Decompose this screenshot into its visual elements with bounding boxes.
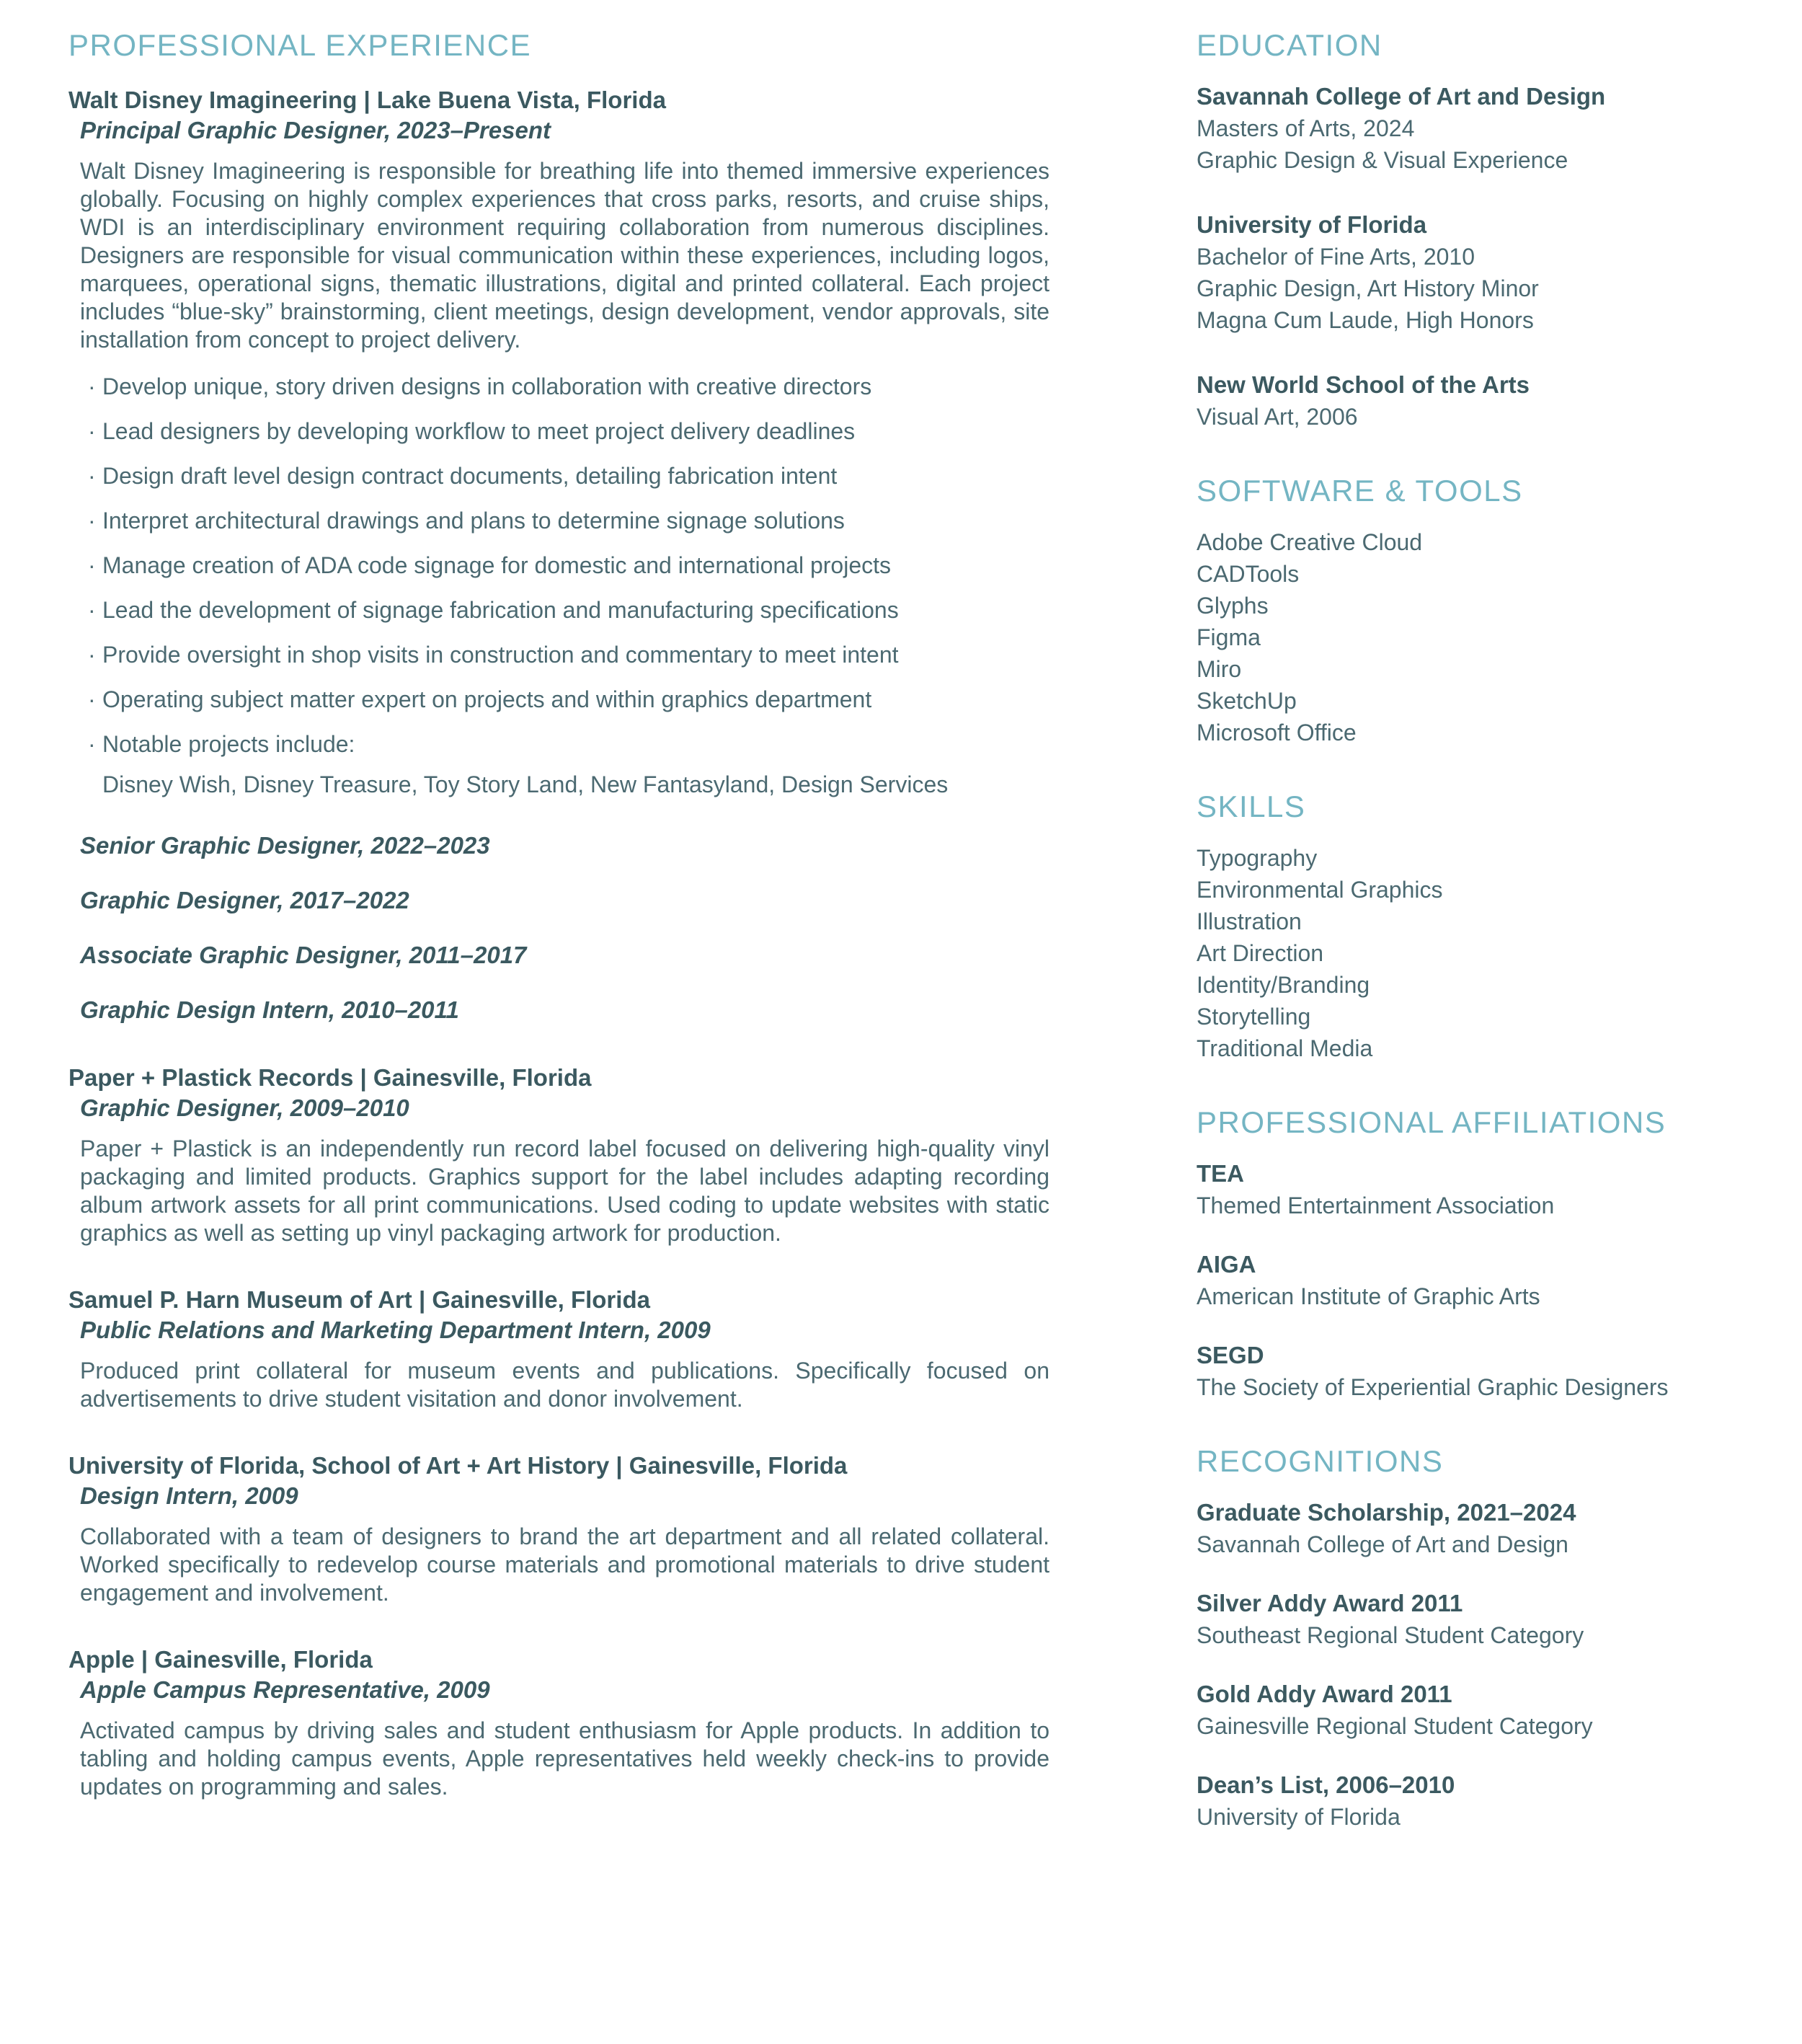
recognition-entry [1197,1769,1752,1833]
section-heading-skills: SKILLS [1197,789,1306,823]
skill-item: Identity/Branding [1197,972,1370,998]
affiliation-full-name: The Society of Experiential Graphic Designers [1197,1374,1669,1400]
affiliation-entry [1197,1249,1752,1312]
affiliation-entry [1197,1340,1752,1403]
job-university-of-florida [68,1451,1132,1607]
recognition-detail: Savannah College of Art and Design [1197,1531,1568,1557]
software-item: SketchUp [1197,688,1297,714]
education-entry [1197,369,1752,433]
affiliation-full-name: Themed Entertainment Association [1197,1193,1555,1218]
job-apple [68,1645,1132,1801]
skill-item: Storytelling [1197,1004,1311,1030]
job-summary: Produced print collateral for museum events and publications. Specifically focused on advertisements to drive student visitation and donor involvement. [80,1358,1049,1412]
job-title: Graphic Designer, 2009–2010 [80,1094,409,1121]
skill-item: Traditional Media [1197,1035,1373,1061]
bullet-item: · Design draft level design contract documents, detailing fabrication intent [88,462,1132,490]
skill-item: Environmental Graphics [1197,877,1443,903]
recognition-detail: University of Florida [1197,1804,1401,1830]
recognition-title: Gold Addy Award 2011 [1197,1681,1452,1707]
company-name: Paper + Plastick Records | Gainesville, Florida [68,1064,592,1091]
bullet-item: · Provide oversight in shop visits in construction and commentary to meet intent [88,641,1132,669]
education-entry [1197,81,1752,176]
recognitions-section [1197,1445,1752,1833]
recognition-entry [1197,1497,1752,1560]
school-name: Savannah College of Art and Design [1197,83,1606,110]
affiliation-full-name: American Institute of Graphic Arts [1197,1283,1540,1309]
software-item: Miro [1197,656,1242,682]
skills-section [1197,790,1752,1064]
section-heading-education: EDUCATION [1197,28,1382,62]
education-entry [1197,209,1752,336]
job-walt-disney-imagineering [68,85,1132,1025]
affiliation-entry [1197,1158,1752,1221]
prior-job-title: Senior Graphic Designer, 2022–2023 [80,832,490,859]
professional-affiliations-section [1197,1106,1752,1403]
section-heading-software-tools: SOFTWARE & TOOLS [1197,474,1523,508]
job-summary: Walt Disney Imagineering is responsible for breathing life into themed immersive experiences globally. Focusing on highly complex experiences that cross parks, resorts, and cruise ships, WDI is an interdisciplinary environment requiring collaboration from numerous disciplines. Designers are responsible for visual communication within these experiences, including logos, marquees, operational signs, thematic illustrations, digital and printed collateral. Each project includes “blue-sky” brainstorming, client meetings, design development, vendor approvals, site installation from concept to project delivery. [80,158,1049,353]
bullet-item: · Manage creation of ADA code signage for domestic and international projects [88,552,1132,580]
prior-job-title: Associate Graphic Designer, 2011–2017 [80,942,527,968]
section-heading-recognitions: RECOGNITIONS [1197,1444,1444,1478]
job-title: Apple Campus Representative, 2009 [80,1676,490,1703]
skill-item: Illustration [1197,908,1302,934]
bullet-item: · Notable projects include: [88,730,1132,758]
prior-job-title: Graphic Design Intern, 2010–2011 [80,996,459,1023]
degree-line: Masters of Arts, 2024 [1197,115,1415,141]
recognition-detail: Gainesville Regional Student Category [1197,1713,1593,1739]
bullet-item: · Operating subject matter expert on projects and within graphics department [88,686,1132,714]
job-harn-museum [68,1285,1132,1413]
skill-item: Art Direction [1197,940,1324,966]
job-bullet-list [88,373,1132,758]
company-name: Walt Disney Imagineering | Lake Buena Vista, Florida [68,87,666,113]
software-item: Adobe Creative Cloud [1197,529,1423,555]
job-title: Principal Graphic Designer, 2023–Present [80,117,551,143]
company-name: Samuel P. Harn Museum of Art | Gainesville, Florida [68,1286,650,1313]
job-summary: Paper + Plastick is an independently run record label focused on delivering high-quality vinyl packaging and limited products. Graphics support for the label includes adapting recording album artwork assets for all print communications. Used coding to update websites with static graphics as well as setting up vinyl packaging artwork for production. [80,1136,1049,1246]
recognition-title: Silver Addy Award 2011 [1197,1590,1463,1616]
company-name: University of Florida, School of Art + Art History | Gainesville, Florida [68,1452,848,1479]
notable-projects-list: Disney Wish, Disney Treasure, Toy Story Land, New Fantasyland, Design Services [102,771,949,797]
recognition-title: Dean’s List, 2006–2010 [1197,1771,1455,1798]
degree-line: Bachelor of Fine Arts, 2010 [1197,244,1475,270]
degree-line: Graphic Design, Art History Minor [1197,275,1539,301]
recognition-entry [1197,1678,1752,1742]
affiliation-abbr: SEGD [1197,1342,1264,1368]
bullet-item: · Interpret architectural drawings and plans to determine signage solutions [88,507,1132,535]
bullet-item: · Lead the development of signage fabrication and manufacturing specifications [88,596,1132,624]
school-name: New World School of the Arts [1197,371,1530,398]
job-title: Public Relations and Marketing Department Intern, 2009 [80,1317,711,1343]
software-item: Glyphs [1197,593,1269,619]
section-heading-professional-affiliations: PROFESSIONAL AFFILIATIONS [1197,1105,1666,1139]
job-summary: Activated campus by driving sales and student enthusiasm for Apple products. In addition to tabling and holding campus events, Apple representatives held weekly check-ins to provide updates on programming and sales. [80,1717,1049,1800]
affiliation-abbr: AIGA [1197,1251,1256,1278]
job-title: Design Intern, 2009 [80,1482,298,1509]
software-item: Figma [1197,624,1261,650]
education-section [1197,29,1752,433]
degree-line: Visual Art, 2006 [1197,404,1358,430]
bullet-item: · Lead designers by developing workflow to meet project delivery deadlines [88,417,1132,446]
recognition-detail: Southeast Regional Student Category [1197,1622,1584,1648]
experience-column [68,29,1132,1833]
affiliation-abbr: TEA [1197,1160,1244,1187]
recognition-title: Graduate Scholarship, 2021–2024 [1197,1499,1576,1526]
recognition-entry [1197,1588,1752,1651]
bullet-item: · Develop unique, story driven designs in collaboration with creative directors [88,373,1132,401]
software-item: Microsoft Office [1197,720,1357,746]
job-paper-plastick-records [68,1063,1132,1247]
software-tools-section [1197,474,1752,748]
job-summary: Collaborated with a team of designers to brand the art department and all related collateral. Worked specifically to redevelop course materials and promotional materials to drive student engagement and involvement. [80,1523,1049,1606]
degree-line: Magna Cum Laude, High Honors [1197,307,1534,333]
software-item: CADTools [1197,561,1300,587]
sidebar-column [1197,29,1752,1833]
prior-job-title: Graphic Designer, 2017–2022 [80,887,409,913]
skill-item: Typography [1197,845,1318,871]
degree-line: Graphic Design & Visual Experience [1197,147,1568,173]
school-name: University of Florida [1197,211,1427,238]
company-name: Apple | Gainesville, Florida [68,1646,373,1673]
section-heading-professional-experience: PROFESSIONAL EXPERIENCE [68,28,532,62]
